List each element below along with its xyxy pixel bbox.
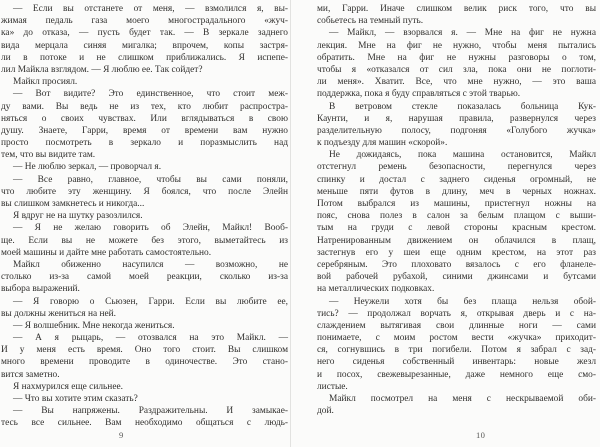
text-line: тым на груди с левой стороны красным крестом. xyxy=(317,223,596,234)
text-line: к подъезду для машин «скорой». xyxy=(317,138,448,149)
text-line: ми, Гарри. Иначе слишком велик риск того, что вы xyxy=(317,4,596,14)
text-line: вы должны жениться на ней. xyxy=(1,308,117,319)
text-line: Потом выбрался из машины, пристегнул ножны на xyxy=(317,199,596,209)
text-line: — Майкл, — взорвался я. — Мне на фиг не нужна xyxy=(329,28,596,39)
text-line: собьетесь на темный путь. xyxy=(317,16,424,27)
text-line: отстегнул ремень безопасности, перегнулся через xyxy=(317,162,596,173)
text-line: вится заметно. xyxy=(1,369,60,380)
text-line: моей машины и дайте мне работать самостоятельно. xyxy=(1,247,212,258)
text-line: пояс, снова полез в салон за белым плащом с выши- xyxy=(317,211,596,222)
text-line: выбора выражений. xyxy=(1,284,80,295)
text-line: Я вдруг не на шутку разозлился. xyxy=(13,211,143,222)
text-line: разделительную полосу, подгоняя «Голубого жучка» xyxy=(317,125,596,136)
text-line: душу. Знаете, Гарри, время от времени вам нужно xyxy=(1,125,288,136)
page-left-text xyxy=(1,3,288,430)
text-line: спинку и достал с заднего сиденья огромный, не xyxy=(317,174,596,185)
text-line: на металлических подковках. xyxy=(317,284,435,295)
text-line: — Неужели хотя бы без плаща нельзя обой- xyxy=(329,296,596,307)
text-line: тем, что вы видите там. xyxy=(1,150,96,161)
text-line: понимаете, с моим ростом вести «жучка» приходит- xyxy=(317,333,596,344)
text-line: чтобы я «отказался от сил зла, пока они не поглоти- xyxy=(317,64,596,75)
text-line: что любите эту женщину. Я боялся, что после Элейн xyxy=(1,186,288,197)
page-number-left: 9 xyxy=(119,430,124,440)
text-line: ще. Если вы не можете без этого, выметайтесь из xyxy=(1,235,288,246)
text-line: обратить. Мне на фиг не нужны разговоры о том, xyxy=(317,52,596,63)
text-line: Каунти, и я, нарушая правила, развернулся через xyxy=(317,113,596,124)
text-line: — Что вы хотите этим сказать? xyxy=(13,394,138,404)
text-line: поддержка, пока я буду справляться с этой тварью. xyxy=(317,89,521,100)
page-number-right: 10 xyxy=(476,430,486,440)
page-divider xyxy=(290,0,291,447)
text-line: — Я волшебник. Мне некогда жениться. xyxy=(13,320,175,331)
text-line: лекция. Мне на фиг не нужно, чтобы меня пытались xyxy=(317,40,596,51)
text-line: и посох, свежевырезанные, даже немного еще смо- xyxy=(317,369,596,380)
text-line: ся, согнувшись в три погибели. Потом я забрал с зад- xyxy=(317,345,596,356)
text-line: Майкл обиженно насупился — возможно, не xyxy=(13,259,288,270)
text-line: В ветровом стекле показалась больница Кук- xyxy=(329,101,596,112)
text-line: — Вы напряжены. Раздражительны. И замыкае- xyxy=(13,406,288,417)
text-line: листые. xyxy=(317,381,348,392)
text-line: застегнув его у шеи еще одним крестом, на этот раз xyxy=(317,247,596,258)
text-line: — Я говорю о Сьюзен, Гарри. Если вы любите ее, xyxy=(13,296,288,307)
text-line: тись? — продолжал ворчать я, открывая дверь и с на- xyxy=(317,308,596,319)
text-line: Не дожидаясь, пока машина остановится, Майкл xyxy=(329,150,596,161)
text-line: — Не люблю зеркал, — проворчал я. xyxy=(13,162,162,173)
text-line: И у меня есть время. Оно того стоит. Вы слишком xyxy=(1,345,288,356)
text-line: просто посмотреть в зеркало и поразмыслить над xyxy=(1,138,288,149)
text-line: — Все равно, главное, чтобы вы сами поняли, xyxy=(13,174,288,185)
text-line: — Если вы отстанете от меня, — взмолился я, вы- xyxy=(13,4,288,14)
text-line: ка» до отказа, — пусть будет так. — В зеркале заднего xyxy=(1,28,288,39)
text-line: Майкл просиял. xyxy=(13,77,78,88)
text-line: — Я не желаю говорить об Элейн, Майкл! Вооб- xyxy=(13,223,288,234)
text-line: него сиденья собственный инвентарь: новые жезл xyxy=(317,357,596,368)
text-line: няться о своих чувствах. Или вглядываться в свою xyxy=(1,113,288,124)
text-line: слаждением вытягивая свои длинные ноги — сами xyxy=(317,320,596,331)
text-line: — А я рыцарь, — отозвался на это Майкл. — xyxy=(13,333,288,344)
text-line: — Вот видите? Это единственное, что стоит меж- xyxy=(13,89,288,100)
text-line: жимая педаль газа моего многострадального «жуч- xyxy=(1,16,288,27)
text-line: ли в потоке и не слишком приближались. Я испепе- xyxy=(1,52,288,63)
text-line: лил Майкла взглядом. — Я люблю ее. Так сойдет? xyxy=(1,64,203,75)
text-line: ли меня». Хватит. Все, что мне нужно, — это ваша xyxy=(317,77,596,88)
text-line: Я нахмурился еще сильнее. xyxy=(13,381,123,392)
text-line: Натренированным движением он облачился в плащ, xyxy=(317,235,596,246)
text-line: столько из-за самой моей реакции, сколько из-за xyxy=(1,272,288,283)
text-line: Майкл посмотрел на меня с нескрываемой оби- xyxy=(329,394,596,404)
text-line: вой рабочей рубахой, синими джинсами и бутсами xyxy=(317,272,596,283)
text-line: тесь все сильнее. Вам необходимо общаться с людь- xyxy=(1,418,288,429)
text-line: меньше пяти футов в длину, меч в черных ножнах. xyxy=(317,186,596,197)
page-right-text xyxy=(317,3,596,417)
text-line: вида мерцала синяя мигалка; впрочем, копы застря- xyxy=(1,40,288,51)
text-line: дой. xyxy=(317,406,334,417)
text-line: много времени проводите в одиночестве. Это стано- xyxy=(1,357,288,368)
text-line: серебряным. Это плоховато вязалось с его фланеле- xyxy=(317,259,596,270)
text-line: вы слишком замкнетесь и никогда... xyxy=(1,199,145,209)
text-line: ду вами. Вы ведь не из тех, кто любит распростра- xyxy=(1,101,288,112)
